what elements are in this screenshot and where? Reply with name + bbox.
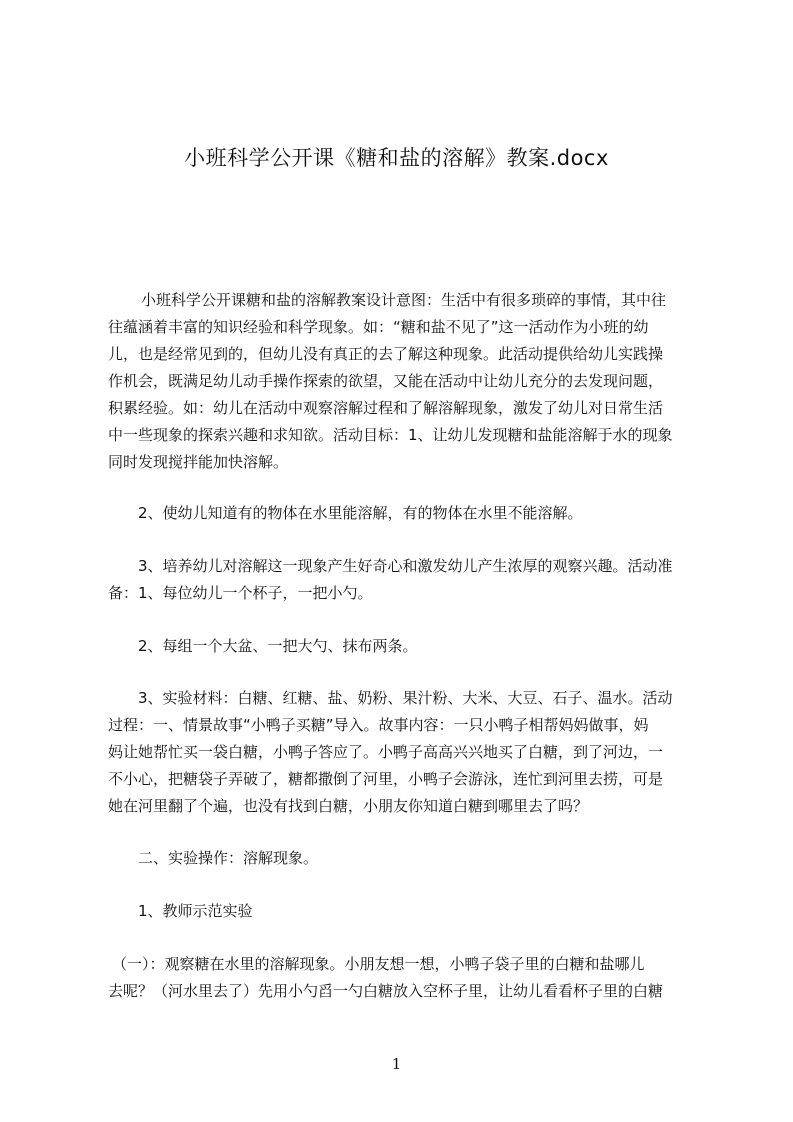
body-line-20: 去呢？（河水里去了）先用小勺舀一勺白糖放入空杯子里，让幼儿看看杯子里的白糖 [108, 982, 664, 1000]
body-line-15: 不小心，把糖袋子弄破了，糖都撒倒了河里，小鸭子会游泳，连忙到河里去捞，可是 [108, 770, 664, 788]
body-line-19: （一）：观察糖在水里的溶解现象。小朋友想一想，小鸭子袋子里的白糖和盐哪儿 [112, 955, 645, 973]
document-title: 小班科学公开课《糖和盐的溶解》教案.docx [184, 146, 609, 170]
body-line-7: 同时发现搅拌能加快溶解。 [108, 453, 289, 471]
body-line-9: 3、培养幼儿对溶解这一现象产生好奇心和激发幼儿产生浓厚的观察兴趣。活动准 [138, 557, 673, 575]
body-line-3: 儿，也是经常见到的，但幼儿没有真正的去了解这种现象。此活动提供给幼儿实践操 [108, 345, 664, 363]
body-line-11: 2、每组一个大盆、一把大勺、抹布两条。 [138, 637, 418, 655]
body-line-12: 3、实验材料：白糖、红糖、盐、奶粉、果汁粉、大米、大豆、石子、温水。活动 [138, 689, 673, 707]
body-line-10: 备：1、每位幼儿一个杯子，一把小勺。 [108, 584, 373, 602]
body-line-8: 2、使幼儿知道有的物体在水里能溶解，有的物体在水里不能溶解。 [138, 504, 583, 522]
page-number: 1 [391, 1055, 402, 1073]
body-line-1: 小班科学公开课糖和盐的溶解教案设计意图：生活中有很多琐碎的事情，其中往 [141, 291, 667, 309]
body-line-6: 中一些现象的探索兴趣和求知欲。活动目标：1、让幼儿发现糖和盐能溶解于水的现象 [108, 426, 673, 444]
body-line-2: 往蕴涵着丰富的知识经验和科学现象。如：“糖和盐不见了”这一活动作为小班的幼 [108, 318, 649, 336]
body-line-16: 她在河里翻了个遍，也没有找到白糖，小朋友你知道白糖到哪里去了吗？ [108, 797, 589, 815]
body-line-18: 1、教师示范实验 [138, 902, 253, 920]
body-line-5: 积累经验。如：幼儿在活动中观察溶解过程和了解溶解现象，激发了幼儿对日常生活 [108, 399, 664, 417]
body-line-13: 过程：一、情景故事“小鸭子买糖”导入。故事内容：一只小鸭子相帮妈妈做事，妈 [108, 716, 649, 734]
body-line-14: 妈让她帮忙买一袋白糖，小鸭子答应了。小鸭子高高兴兴地买了白糖，到了河边，一 [108, 743, 664, 761]
body-line-17: 二、实验操作：溶解现象。 [138, 849, 319, 867]
body-line-4: 作机会，既满足幼儿动手操作探索的欲望，又能在活动中让幼儿充分的去发现问题， [108, 372, 664, 390]
